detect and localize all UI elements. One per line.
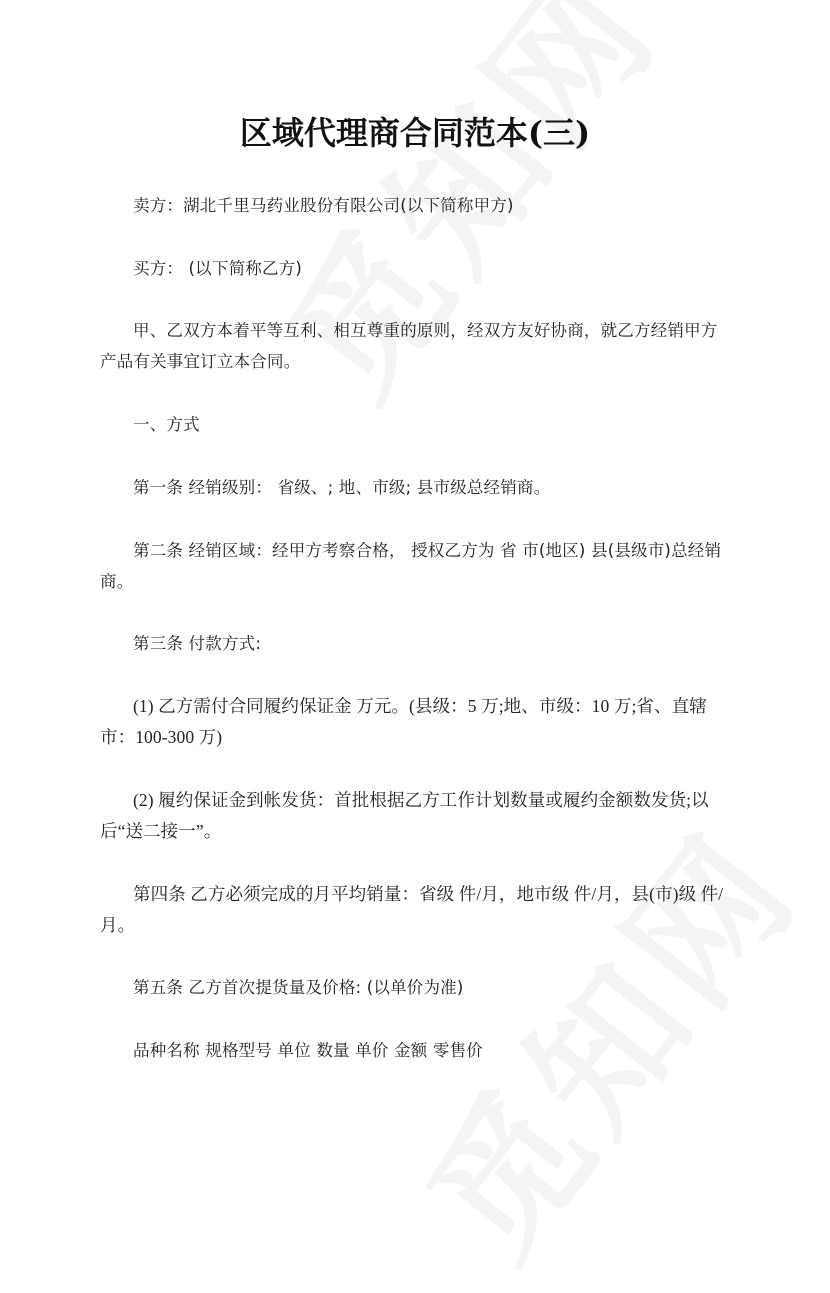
article-four: 第四条 乙方必须完成的月平均销量：省级 件/月，地市级 件/月，县(市)级 件/月。 [100,884,724,935]
buyer-line: 买方： (以下简称乙方) [133,259,303,278]
section-one-heading: 一、方式 [133,415,200,434]
seller-line: 卖方：湖北千里马药业股份有限公司(以下简称甲方) [133,196,514,215]
article-five: 第五条 乙方首次提货量及价格: (以单价为准) [133,978,464,997]
article-three-item-1: (1) 乙方需付合同履约保证金 万元。(县级：5 万;地、市级：10 万;省、直辖市：100-300 万) [100,696,707,747]
article-three-heading: 第三条 付款方式: [133,634,262,653]
document-title: 区域代理商合同范本(三) [239,114,591,152]
article-one: 第一条 经销级别： 省级、; 地、市级; 县市级总经销商。 [133,478,551,497]
article-two: 第二条 经销区域：经甲方考察合格， 授权乙方为 省 市(地区) 县(县级市)总经销商。 [100,541,722,591]
article-three-item-2: (2) 履约保证金到帐发货：首批根据乙方工作计划数量或履约金额数发货;以后“送二接一”。 [100,790,709,841]
product-table-header: 品种名称 规格型号 单位 数量 单价 金额 零售价 [133,1041,483,1060]
preamble-paragraph: 甲、乙双方本着平等互利、相互尊重的原则，经双方友好协商，就乙方经销甲方产品有关事宜订立本合同。 [100,321,718,371]
